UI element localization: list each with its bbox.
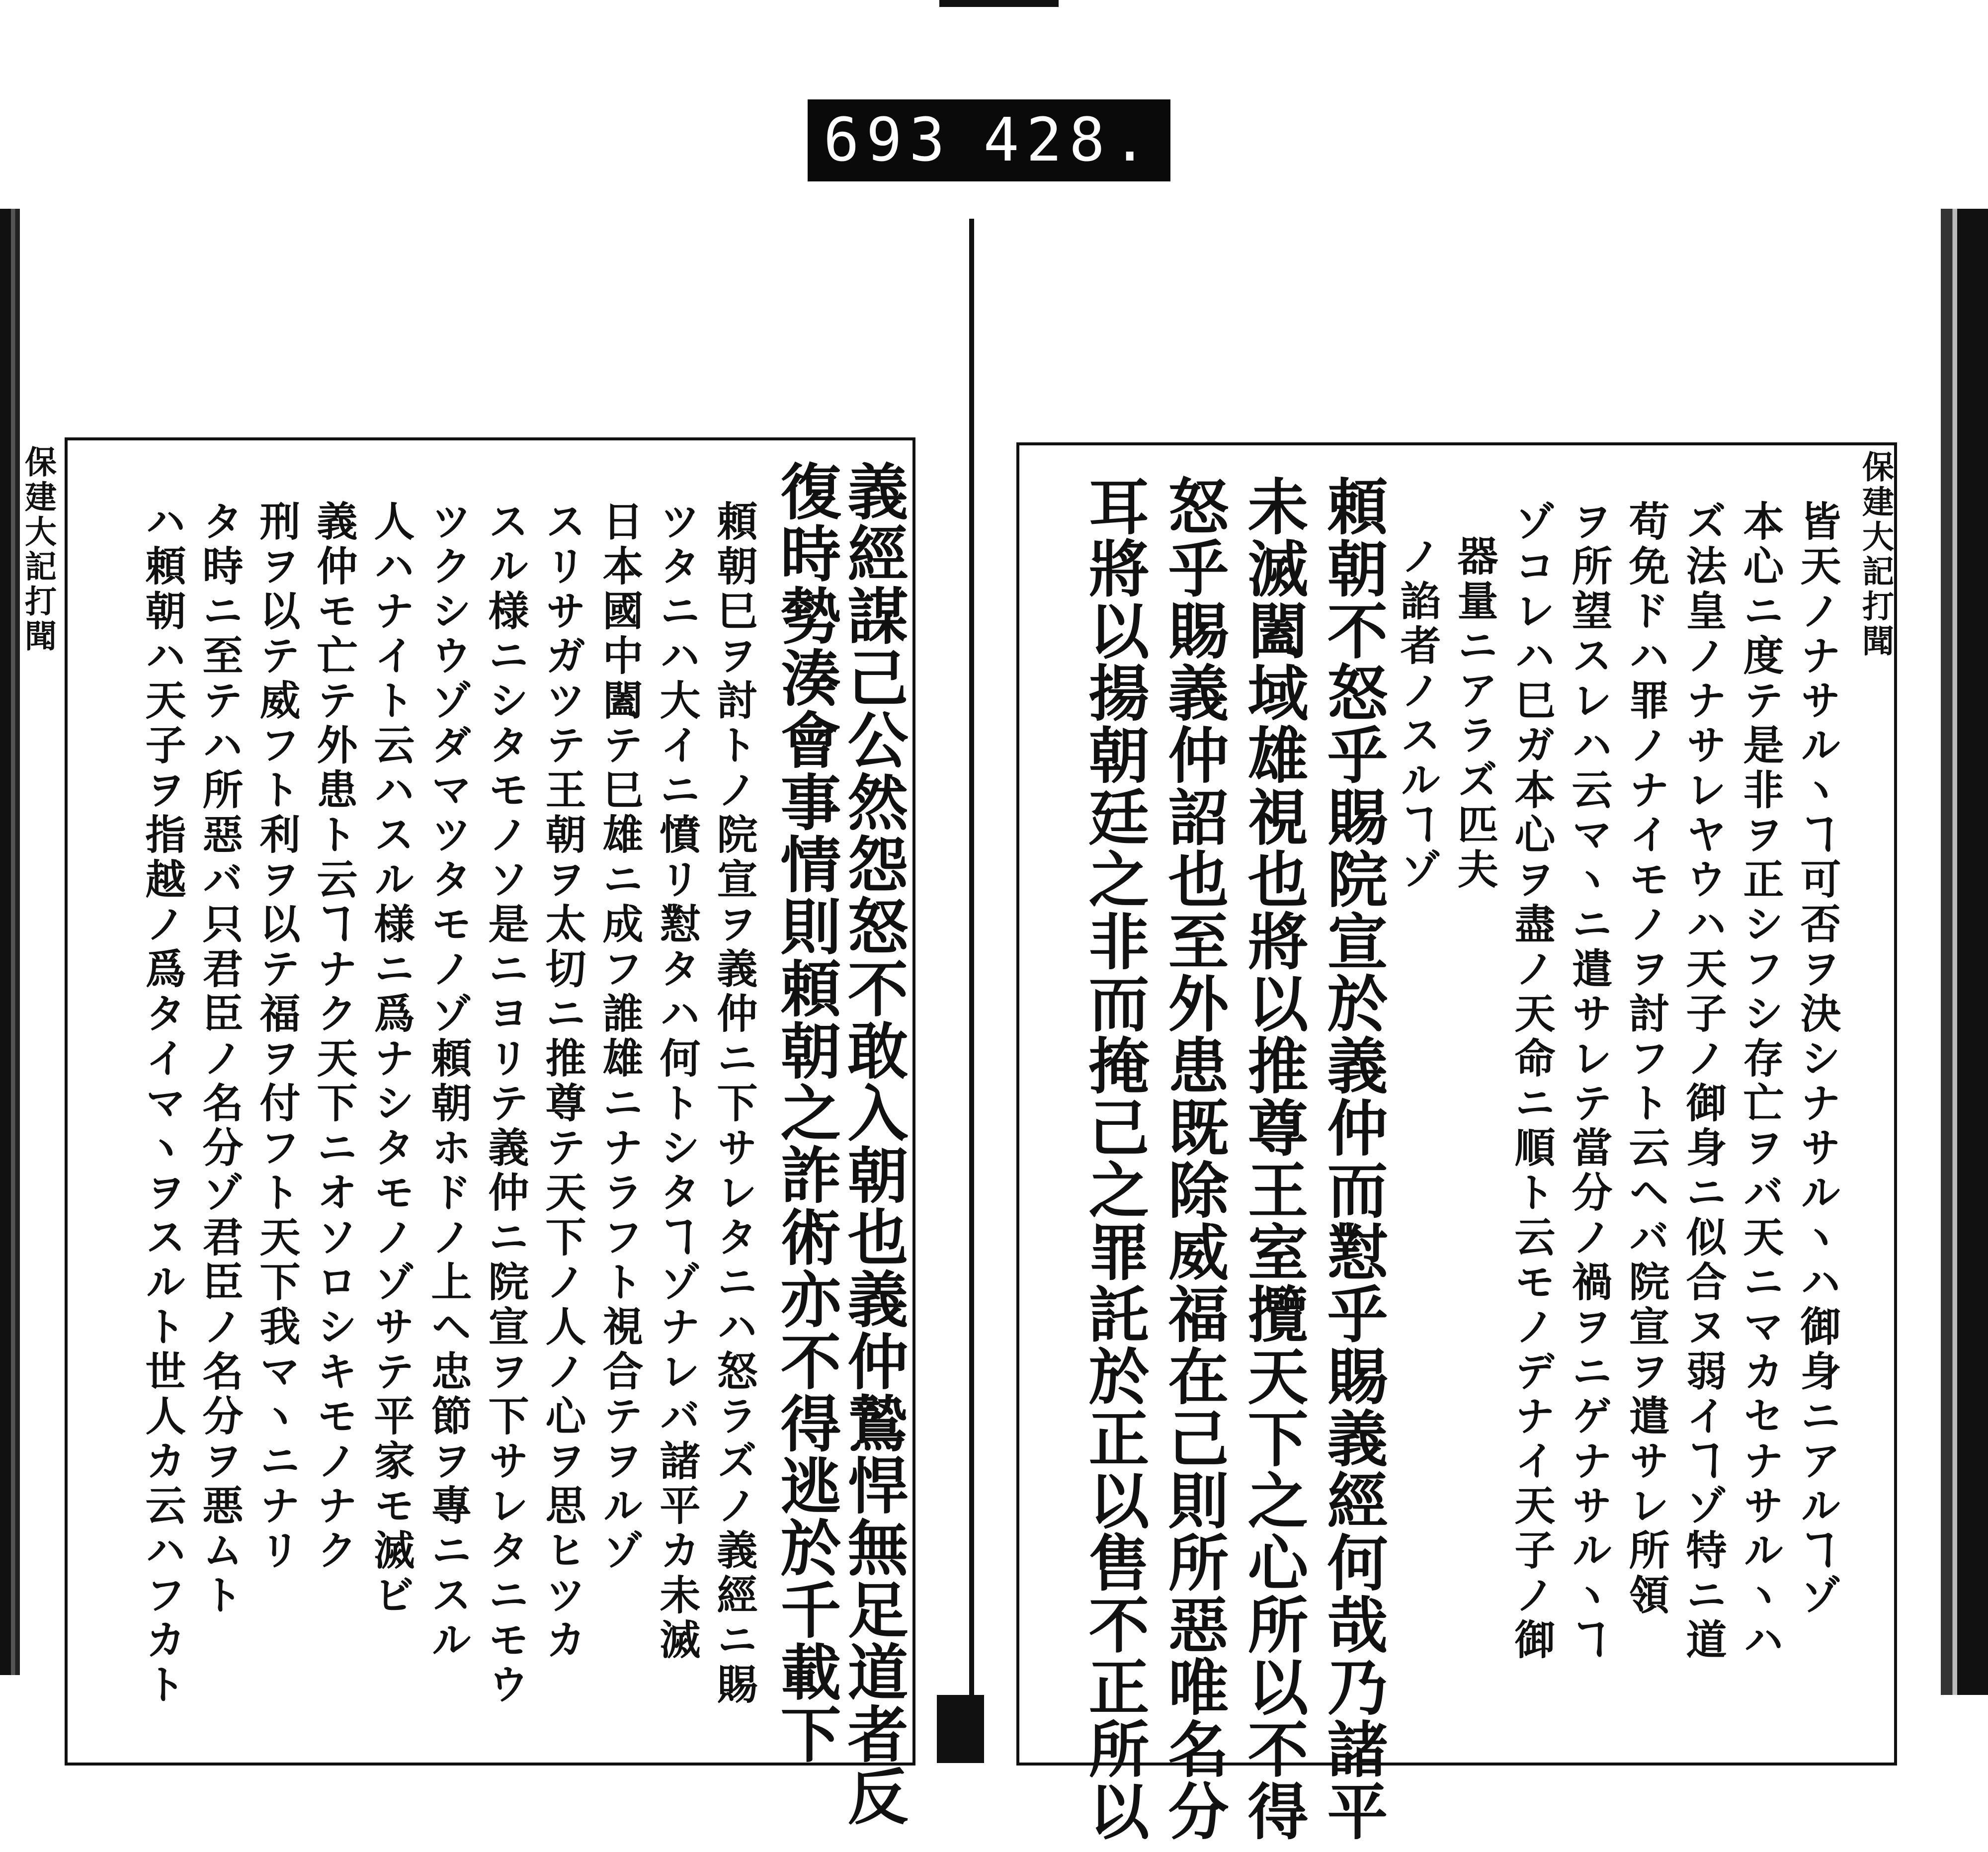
right-page-text-frame — [1016, 442, 1897, 1842]
left-small-line-2: ツタニハ大イニ憤リ懟タハ何トシタヿゾナレバ諸平カ未滅 — [653, 500, 701, 1663]
left-page-text-frame — [19, 437, 915, 1827]
archive-number-right: 428. — [983, 106, 1155, 175]
left-small-line-4: スリサガツテ王朝ヲ太切ニ推尊テ天下ノ人ノ心ヲ思ヒツカ — [539, 500, 586, 1663]
left-small-line-5: スル様ニシタモノソ是ニヨリテ義仲ニ院宣ヲ下サレタニモウ — [482, 500, 529, 1708]
left-small-line-9: 刑ヲ以テ威フト利ヲ以テ福ヲ付フト天下我マヽニナリ — [253, 500, 301, 1574]
left-small-line-7: 人ハナイト云ハスル様ニ爲ナシタモノゾサテ平家モ滅ビ — [367, 500, 415, 1618]
right-page — [992, 209, 1936, 1842]
left-small-line-11: ハ頼朝ハ天子ヲ指越ノ爲タイマヽヲスルト世人カ云ハフカト — [139, 500, 186, 1708]
left-large-line-1: 義經謀己公然怨怒不敢入朝也義仲鷙悍無足道者反 — [837, 460, 909, 1827]
left-small-line-10: タ時ニ至テハ所惡バ只君臣ノ名分ゾ君臣ノ名分ヲ悪ムト — [196, 500, 244, 1618]
left-small-line-6: ツクシウゾダマツタモノゾ頼朝ホドノ上ヘ忠節ヲ專ニスル — [424, 500, 472, 1663]
right-small-line-7: 器量ニアラズ匹夫 — [1451, 535, 1498, 893]
right-small-line-3: ズ法皇ノナサレヤウハ天子ノ御身ニ似合ヌ弱イヿゾ特ニ道 — [1679, 500, 1727, 1663]
right-small-line-1: 皆天ノナサルヽヿ可否ヲ決シナサルヽハ御身ニアルヿゾ — [1794, 500, 1841, 1618]
right-binding-edge — [1941, 209, 1988, 1695]
archive-number-left: 693 — [823, 106, 952, 175]
right-small-line-6: ゾコレハ巳ガ本心ヲ盡ノ天命ニ順ト云モノデナイ天子ノ御 — [1508, 500, 1556, 1663]
center-gutter — [969, 219, 974, 1695]
archive-number-label — [808, 99, 1170, 181]
right-page-header: 保建大記打聞 — [1857, 450, 1894, 659]
right-small-line-5: ヲ所望スレハ云マヽニ遣サレテ當分ノ禍ヲニゲナサルヽヿ — [1565, 500, 1613, 1663]
right-small-line-2: 本心ニ度テ是非ヲ正シフシ存亡ヲバ天ニマカセナサルヽハ — [1737, 500, 1784, 1663]
left-large-line-2: 復時勢湊會事情則頼朝之詐術亦不得逃於千載下 — [770, 460, 842, 1765]
top-edge-mark — [939, 0, 1059, 7]
right-large-line-1: 頼朝不怒乎賜院宣於義仲而懟乎賜義經何哉乃諸平 — [1317, 475, 1389, 1842]
left-page — [19, 209, 969, 1827]
right-small-line-4: 苟免ドハ罪ノナイモノヲ討フト云ヘバ院宣ヲ遣サレ所領 — [1622, 500, 1670, 1618]
left-page-header: 保建大記打聞 — [19, 445, 57, 654]
left-small-line-1: 頼朝巳ヲ討トノ院宣ヲ義仲ニ下サレタニハ怒ラズノ義經ニ賜 — [710, 500, 758, 1708]
left-small-line-8: 義仲モ亡テ外患ト云ヿナク天下ニオソロシキモノナク — [310, 500, 358, 1574]
left-small-line-3: 日本國中闔テ巳雄ニ成フ誰雄ニナラフト視合テヲルゾ — [596, 500, 644, 1574]
right-large-line-4: 耳將以揚朝廷之非而掩己之罪託於正以售不正所以 — [1078, 475, 1150, 1842]
right-small-line-8: ノ諂者ノスルヿゾ — [1394, 535, 1441, 893]
right-large-line-2: 未滅闔域雄視也將以推尊王室攬天下之心所以不得 — [1238, 475, 1309, 1842]
bottom-edge-mark — [937, 1695, 984, 1763]
right-large-line-3: 怒乎賜義仲詔也至外患既除威福在己則所惡唯名分 — [1158, 475, 1230, 1842]
